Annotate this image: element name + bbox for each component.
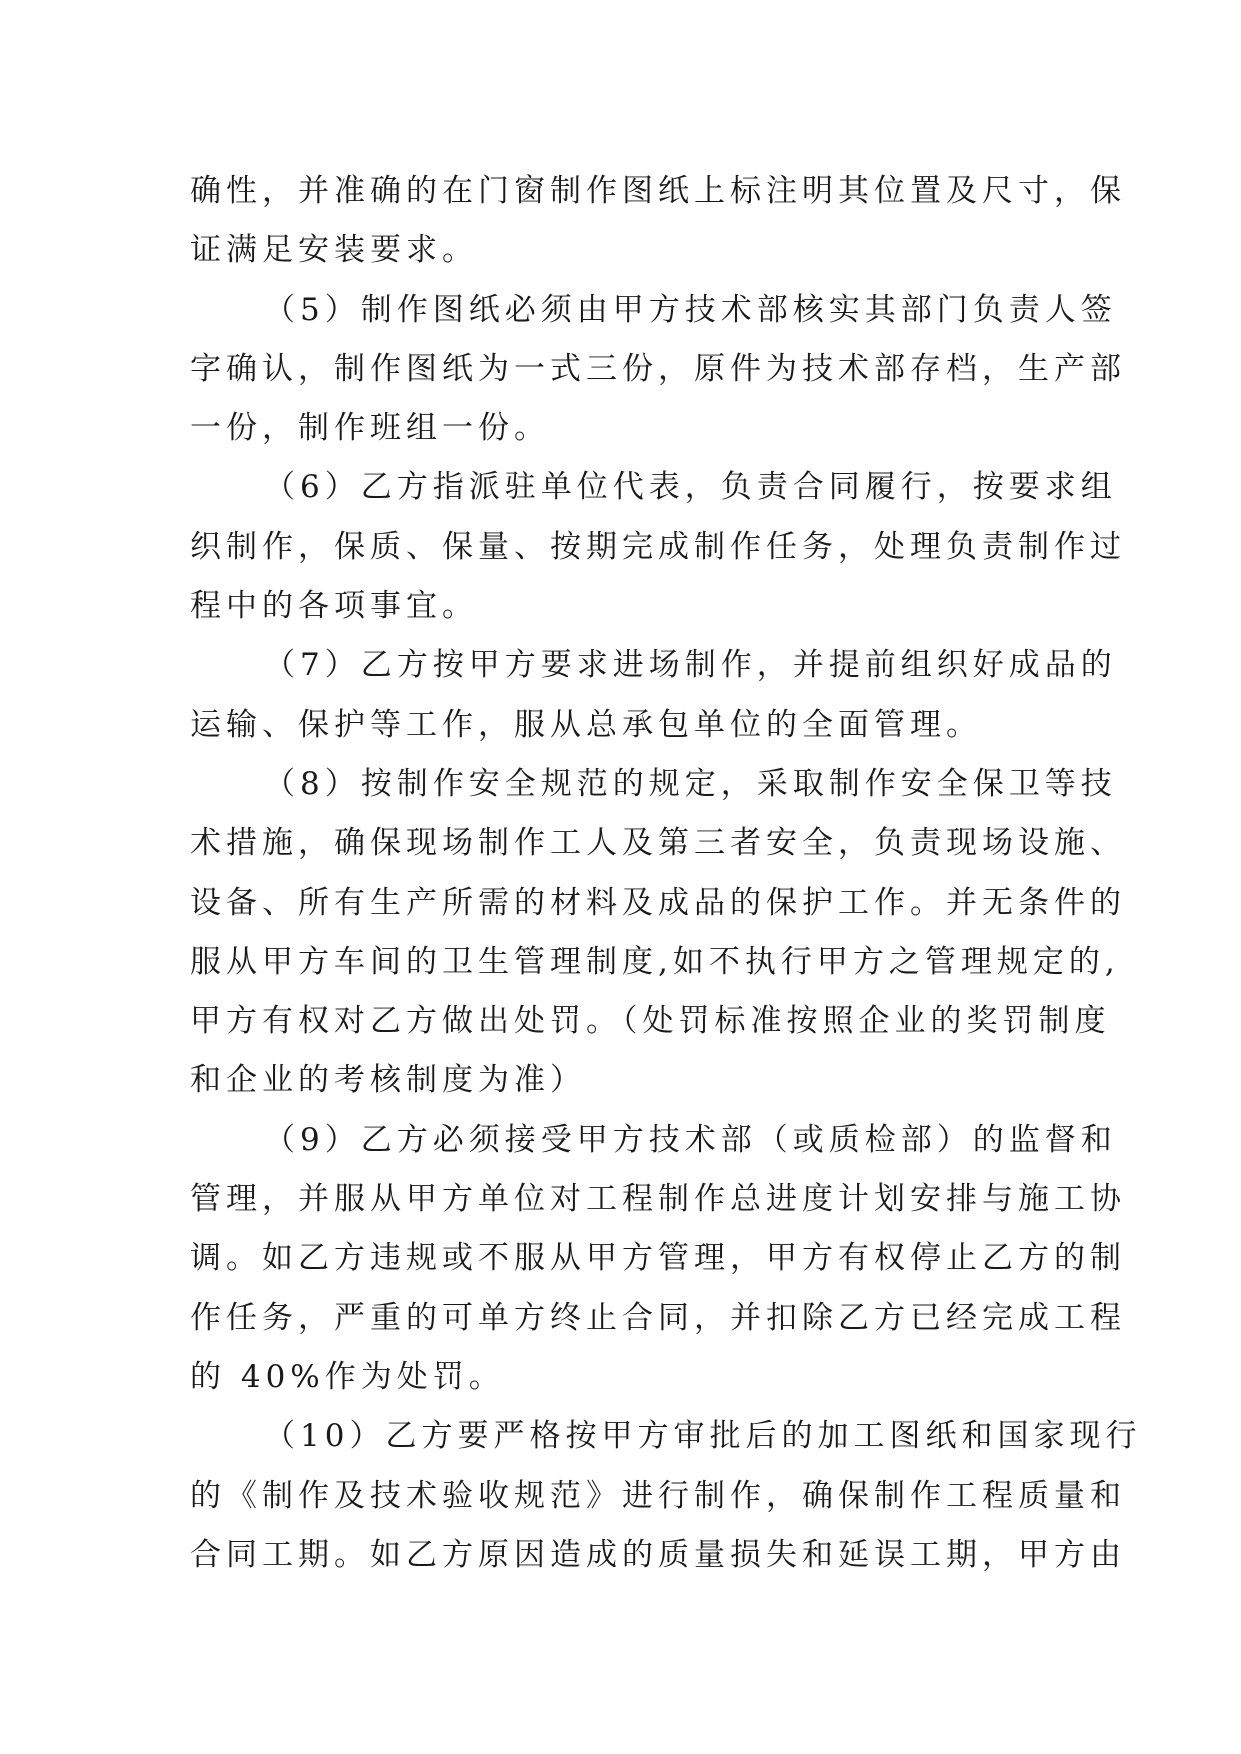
paragraph-line-8: （8）按制作安全规范的规定，采取制作安全保卫等技 xyxy=(264,765,1117,802)
paragraph-line: 织制作，保质、保量、按期完成制作任务，处理负责制作过 xyxy=(190,528,1126,565)
paragraph-line: 服从甲方车间的卫生管理制度,如不执行甲方之管理规定的, xyxy=(190,943,1120,980)
paragraph-line: 和企业的考核制度为准） xyxy=(190,1062,586,1099)
paragraph-line: 确性，并准确的在门窗制作图纸上标注明其位置及尺寸，保 xyxy=(190,173,1126,209)
paragraph-line: 设备、所有生产所需的材料及成品的保护工作。并无条件的 xyxy=(190,884,1126,921)
paragraph-line: 管理，并服从甲方单位对工程制作总进度计划安排与施工协 xyxy=(190,1181,1126,1218)
paragraph-line-9: （9）乙方必须接受甲方技术部（或质检部）的监督和 xyxy=(264,1121,1117,1158)
paragraph-line: 作任务，严重的可单方终止合同，并扣除乙方已经完成工程 xyxy=(190,1299,1126,1336)
paragraph-line: 调。如乙方违规或不服从甲方管理，甲方有权停止乙方的制 xyxy=(190,1240,1126,1277)
paragraph-line: 甲方有权对乙方做出处罚。（处罚标准按照企业的奖罚制度 xyxy=(190,1003,1111,1040)
paragraph-line: 程中的各项事宜。 xyxy=(190,588,478,625)
paragraph-line-5: （5）制作图纸必须由甲方技术部核实其部门负责人签 xyxy=(264,291,1117,328)
paragraph-line: 运输、保护等工作，服从总承包单位的全面管理。 xyxy=(190,706,982,743)
paragraph-line-10: （10）乙方要严格按甲方审批后的加工图纸和国家现行 xyxy=(264,1418,1142,1455)
paragraph-line: 术措施，确保现场制作工人及第三者安全，负责现场设施、 xyxy=(190,825,1126,862)
paragraph-line: 合同工期。如乙方原因造成的质量损失和延误工期，甲方由 xyxy=(190,1536,1126,1573)
paragraph-line: 的 40%作为处罚。 xyxy=(190,1358,505,1395)
paragraph-line: 字确认，制作图纸为一式三份，原件为技术部存档，生产部 xyxy=(190,350,1126,387)
paragraph-line: 的《制作及技术验收规范》进行制作，确保制作工程质量和 xyxy=(190,1477,1126,1514)
paragraph-line: 一份，制作班组一份。 xyxy=(190,410,550,447)
document-body xyxy=(190,162,1142,1585)
paragraph-line-6: （6）乙方指派驻单位代表，负责合同履行，按要求组 xyxy=(264,469,1117,506)
paragraph-line: 证满足安装要求。 xyxy=(190,232,478,269)
paragraph-line-7: （7）乙方按甲方要求进场制作，并提前组织好成品的 xyxy=(264,647,1117,684)
